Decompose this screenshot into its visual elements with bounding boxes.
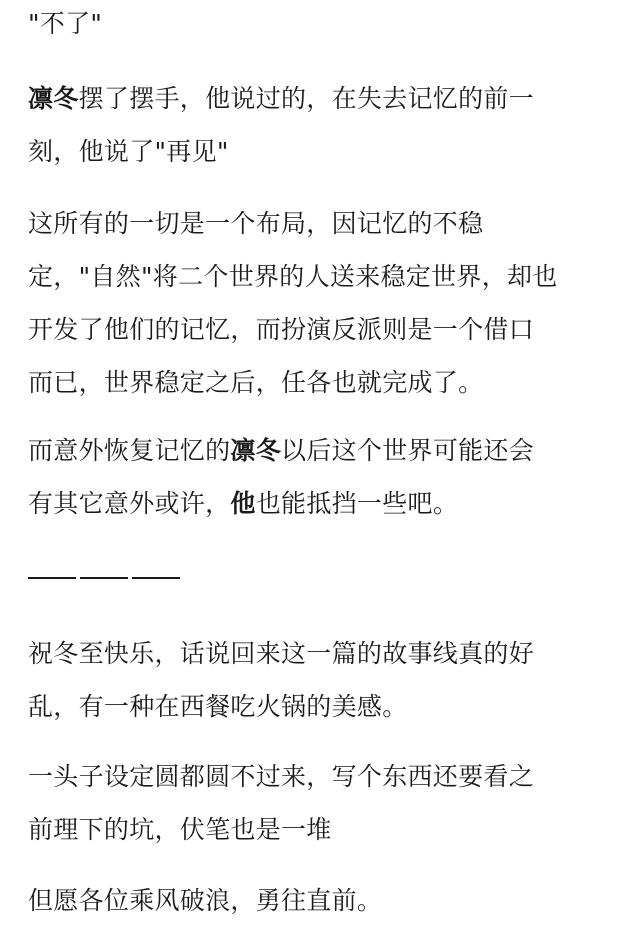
paragraph-line: 而已，世界稳定之后，任各也就完成了。 <box>28 368 484 397</box>
divider-dash <box>80 577 128 579</box>
text-run: 以后这个世界可能还会 <box>281 436 535 465</box>
paragraph-7 <box>28 874 382 927</box>
section-divider <box>28 577 180 579</box>
paragraph-6 <box>28 750 534 856</box>
paragraph-line <box>28 72 534 125</box>
paragraph-line: 刻，他说了"再见" <box>28 137 229 166</box>
character-name: 凛冬 <box>230 436 282 465</box>
paragraph-line <box>28 477 534 530</box>
paragraph-3 <box>28 197 558 409</box>
paragraph-line: 开发了他们的记忆，而扮演反派则是一个借口 <box>28 315 535 344</box>
paragraph-line: 这所有的一切是一个布局，因记忆的不稳 <box>28 209 484 238</box>
paragraph-line <box>28 424 534 477</box>
paragraph-5 <box>28 627 534 733</box>
divider-dash <box>28 577 76 579</box>
paragraph-line: 定，"自然"将二个世界的人送来稳定世界，却也 <box>28 262 558 291</box>
paragraph-line: 祝冬至快乐，话说回来这一篇的故事线真的好 <box>28 639 535 668</box>
character-name: 凛冬 <box>28 84 79 113</box>
divider-dash <box>132 577 180 579</box>
paragraph-line: 但愿各位乘风破浪，勇往直前。 <box>28 886 383 915</box>
paragraph-line: "不了" <box>28 9 103 38</box>
text-run: 而意外恢复记忆的 <box>28 436 231 465</box>
paragraph-2 <box>28 72 534 178</box>
paragraph-line: 前理下的坑，伏笔也是一堆 <box>28 815 332 844</box>
paragraph-line: 一头子设定圆都圆不过来，写个东西还要看之 <box>28 762 535 791</box>
text-run: 摆了摆手，他说过的，在失去记忆的前一 <box>78 84 535 113</box>
text-run: 也能抵挡一些吧。 <box>255 489 459 518</box>
paragraph-4 <box>28 424 534 530</box>
character-name: 他 <box>230 489 256 518</box>
paragraph-line: 乱，有一种在西餐吃火锅的美感。 <box>28 692 408 721</box>
paragraph-1 <box>28 0 102 50</box>
text-run: 有其它意外或许， <box>28 489 231 518</box>
